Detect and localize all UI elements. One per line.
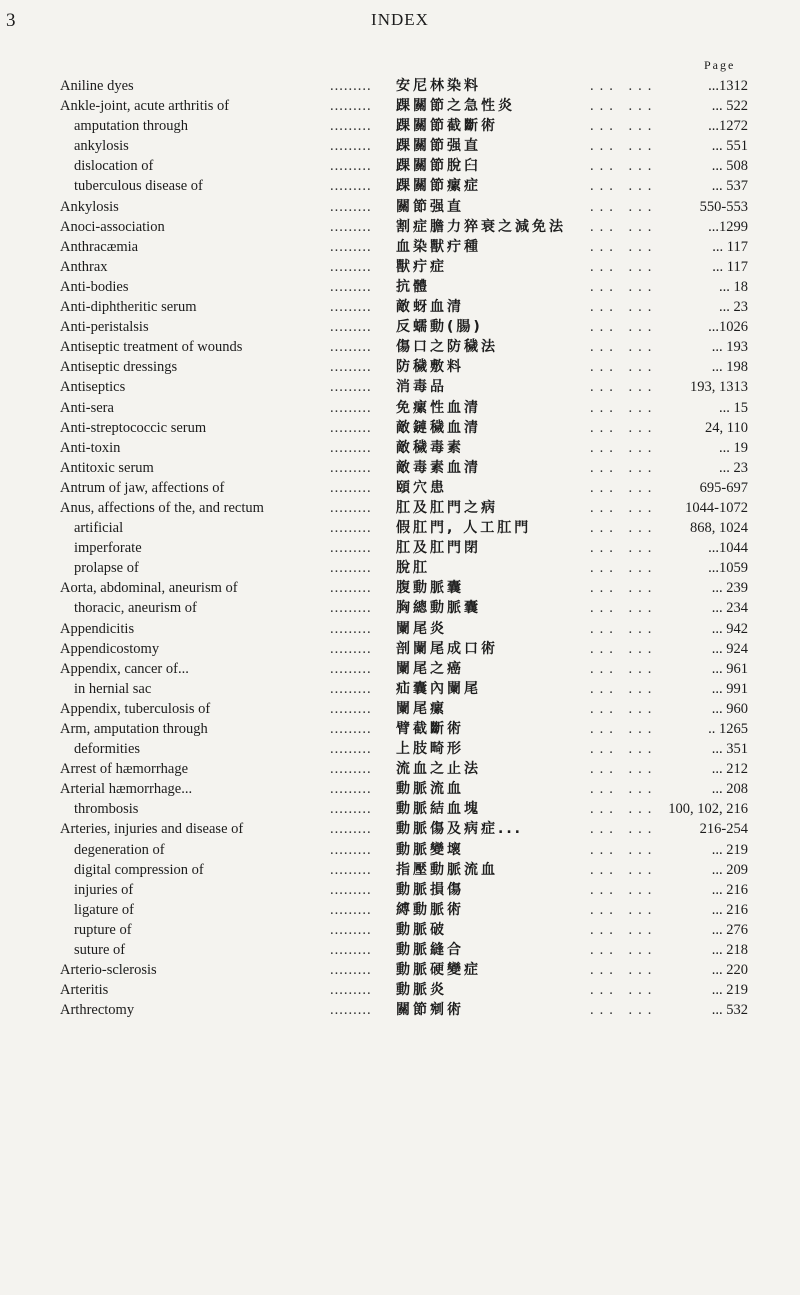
- leader-dots: .........: [330, 1002, 372, 1019]
- page-reference: ... 960: [711, 700, 748, 717]
- index-term-chinese: 反蠕動(腸): [396, 319, 483, 336]
- leader-dots: ... ...: [590, 138, 658, 155]
- leader-dots: ... ...: [590, 479, 658, 496]
- leader-dots: ... ...: [590, 258, 658, 275]
- page-reference: ... 219: [711, 982, 748, 999]
- page-reference: 695-697: [699, 479, 748, 496]
- index-term-english: Anti-peristalsis: [60, 319, 149, 336]
- leader-dots: .........: [330, 339, 372, 356]
- index-term-chinese: 動脈破: [396, 921, 447, 938]
- index-term-english: Ankylosis: [60, 198, 119, 215]
- index-row: [0, 418, 800, 438]
- leader-dots: ... ...: [590, 761, 658, 778]
- page-column-label: Page: [704, 58, 736, 72]
- index-term-chinese: 踝關節截斷術: [396, 118, 498, 135]
- page-reference: ... 537: [711, 178, 748, 195]
- page-reference: ... 239: [711, 580, 748, 597]
- index-row: [0, 176, 800, 196]
- leader-dots: .........: [330, 881, 372, 898]
- index-term-chinese: 血染獸疔種: [396, 238, 481, 255]
- index-term-english: Anti-streptococcic serum: [60, 419, 207, 436]
- index-term-chinese: 動脈損傷: [396, 881, 464, 898]
- index-row: [0, 538, 800, 558]
- index-term-chinese: 頤穴患: [396, 479, 447, 496]
- page-reference: ... 508: [711, 158, 748, 175]
- leader-dots: .........: [330, 98, 372, 115]
- index-row: [0, 578, 800, 598]
- running-head-title: INDEX: [371, 10, 429, 29]
- leader-dots: ... ...: [590, 540, 658, 557]
- index-term-english: dislocation of: [74, 158, 154, 175]
- leader-dots: .........: [330, 479, 372, 496]
- page-reference: ...1026: [708, 319, 748, 336]
- index-row: [0, 156, 800, 176]
- page-reference: ... 212: [711, 761, 748, 778]
- index-term-chinese: 踝關節之急性炎: [396, 98, 515, 115]
- page-reference: ... 198: [711, 359, 748, 376]
- index-row: [0, 960, 800, 980]
- index-term-english: suture of: [74, 942, 126, 959]
- index-row: [0, 759, 800, 779]
- index-term-chinese: 流血之止法: [396, 761, 481, 778]
- page-reference: ... 532: [711, 1002, 748, 1019]
- page-reference: 216-254: [699, 821, 748, 838]
- index-term-english: Arthrectomy: [60, 1002, 135, 1019]
- index-term-chinese: 踝關節脫臼: [396, 158, 481, 175]
- leader-dots: .........: [330, 901, 372, 918]
- index-term-chinese: 敵毒素血清: [396, 459, 481, 476]
- page-reference: ... 522: [711, 98, 748, 115]
- page-reference: ...1312: [708, 78, 748, 94]
- page-reference: ... 351: [711, 741, 748, 758]
- leader-dots: ... ...: [590, 319, 658, 336]
- index-term-english: ankylosis: [74, 138, 129, 155]
- leader-dots: .........: [330, 942, 372, 959]
- index-term-english: Arm, amputation through: [60, 721, 208, 737]
- page-reference: ... 18: [719, 278, 748, 295]
- page-reference: 1044-1072: [685, 499, 748, 516]
- leader-dots: .........: [330, 138, 372, 155]
- index-term-english: imperforate: [74, 540, 142, 557]
- leader-dots: ... ...: [590, 299, 658, 316]
- page-reference: ... 117: [712, 238, 748, 255]
- leader-dots: .........: [330, 721, 372, 737]
- index-term-english: artificial: [74, 520, 124, 537]
- leader-dots: ... ...: [590, 942, 658, 959]
- index-term-chinese: 敵蚜血清: [396, 299, 464, 316]
- leader-dots: ... ...: [590, 520, 658, 537]
- page-reference: ... 234: [711, 600, 748, 617]
- leader-dots: .........: [330, 921, 372, 938]
- page-reference: ... 15: [719, 399, 748, 416]
- leader-dots: .........: [330, 962, 372, 979]
- index-row: [0, 136, 800, 156]
- index-row: [0, 699, 800, 719]
- leader-dots: ... ...: [590, 399, 658, 416]
- index-row: [0, 1000, 800, 1020]
- leader-dots: .........: [330, 801, 372, 818]
- leader-dots: .........: [330, 158, 372, 175]
- leader-dots: ... ...: [590, 78, 658, 94]
- leader-dots: ... ...: [590, 339, 658, 356]
- leader-dots: ... ...: [590, 801, 658, 818]
- index-row: [0, 257, 800, 277]
- index-row: [0, 619, 800, 639]
- leader-dots: .........: [330, 118, 372, 135]
- leader-dots: ... ...: [590, 861, 658, 878]
- page-reference: ... 276: [711, 921, 748, 938]
- index-term-chinese: 獸疔症: [396, 258, 447, 275]
- index-term-chinese: 闌尾炎: [396, 620, 447, 637]
- index-term-chinese: 肛及肛門閉: [396, 540, 481, 557]
- leader-dots: .........: [330, 520, 372, 537]
- page-reference: ... 117: [712, 258, 748, 275]
- index-term-chinese: 敵鏈穢血清: [396, 419, 481, 436]
- leader-dots: .........: [330, 278, 372, 295]
- leader-dots: ... ...: [590, 741, 658, 758]
- leader-dots: ... ...: [590, 821, 658, 838]
- leader-dots: ... ...: [590, 600, 658, 617]
- leader-dots: .........: [330, 700, 372, 717]
- index-row: [0, 277, 800, 297]
- leader-dots: ... ...: [590, 419, 658, 436]
- index-row: [0, 478, 800, 498]
- index-term-chinese: 動脈變壞: [396, 841, 464, 858]
- leader-dots: .........: [330, 761, 372, 778]
- leader-dots: .........: [330, 640, 372, 657]
- leader-dots: ... ...: [590, 881, 658, 898]
- index-row: [0, 719, 800, 739]
- leader-dots: ... ...: [590, 680, 658, 697]
- index-term-english: deformities: [74, 741, 141, 758]
- leader-dots: .........: [330, 379, 372, 396]
- index-term-chinese: 縛動脈術: [396, 901, 464, 918]
- page-reference: ... 218: [711, 942, 748, 959]
- leader-dots: .........: [330, 178, 372, 195]
- leader-dots: .........: [330, 660, 372, 677]
- leader-dots: .........: [330, 600, 372, 617]
- index-term-chinese: 關節强直: [396, 198, 464, 215]
- index-row: [0, 96, 800, 116]
- leader-dots: ... ...: [590, 560, 658, 577]
- page-reference: ...1044: [708, 540, 748, 557]
- index-term-english: Anti-toxin: [60, 439, 121, 456]
- index-row: [0, 799, 800, 819]
- index-term-english: degeneration of: [74, 841, 165, 858]
- index-term-english: Anoci-association: [60, 218, 165, 235]
- index-row: [0, 598, 800, 618]
- index-term-english: Anthracæmia: [60, 238, 139, 255]
- leader-dots: ... ...: [590, 620, 658, 637]
- index-term-chinese: 動脈炎: [396, 982, 447, 999]
- leader-dots: .........: [330, 560, 372, 577]
- page-reference: ... 991: [711, 680, 748, 697]
- index-term-english: Antiseptic dressings: [60, 359, 178, 376]
- page-reference: ... 209: [711, 861, 748, 878]
- page-reference: ... 551: [711, 138, 748, 155]
- leader-dots: .........: [330, 781, 372, 798]
- page-reference: 868, 1024: [690, 520, 748, 537]
- leader-dots: ... ...: [590, 781, 658, 798]
- leader-dots: .........: [330, 258, 372, 275]
- index-term-chinese: 踝關節瘰症: [396, 178, 481, 195]
- leader-dots: ... ...: [590, 459, 658, 476]
- index-term-chinese: 動脈縫合: [396, 942, 464, 959]
- index-row: [0, 438, 800, 458]
- index-row: [0, 980, 800, 1000]
- page-reference: ... 924: [711, 640, 748, 657]
- index-term-english: prolapse of: [74, 560, 139, 577]
- page-reference: ... 961: [711, 660, 748, 677]
- index-term-chinese: 關節剜術: [396, 1002, 464, 1019]
- leader-dots: ... ...: [590, 982, 658, 999]
- leader-dots: .........: [330, 439, 372, 456]
- leader-dots: ... ...: [590, 1002, 658, 1019]
- leader-dots: ... ...: [590, 660, 658, 677]
- leader-dots: .........: [330, 198, 372, 215]
- index-term-chinese: 動脈傷及病症...: [396, 821, 523, 838]
- index-term-english: Anti-diphtheritic serum: [60, 299, 197, 316]
- index-term-english: amputation through: [74, 118, 188, 135]
- index-term-english: digital compression of: [74, 861, 204, 878]
- leader-dots: ... ...: [590, 580, 658, 597]
- index-term-chinese: 消毒品: [396, 379, 447, 396]
- leader-dots: ... ...: [590, 198, 658, 215]
- leader-dots: ... ...: [590, 962, 658, 979]
- index-term-english: Arrest of hæmorrhage: [60, 761, 189, 778]
- index-term-english: Aniline dyes: [60, 78, 134, 94]
- index-row: [0, 739, 800, 759]
- index-term-english: Arterial hæmorrhage...: [60, 781, 193, 798]
- index-term-chinese: 安尼林染料: [396, 78, 481, 94]
- leader-dots: ... ...: [590, 499, 658, 516]
- leader-dots: ... ...: [590, 721, 658, 737]
- index-term-english: Appendix, tuberculosis of: [60, 700, 211, 717]
- index-term-english: Anti-bodies: [60, 278, 129, 295]
- index-term-chinese: 傷口之防穢法: [396, 339, 498, 356]
- page-reference: ... 23: [719, 299, 748, 316]
- index-term-chinese: 敵穢毒素: [396, 439, 464, 456]
- index-term-english: ligature of: [74, 901, 134, 918]
- index-row: [0, 237, 800, 257]
- page-reference: ... 216: [711, 901, 748, 918]
- index-term-chinese: 動脈硬變症: [396, 962, 481, 979]
- page-reference: 24, 110: [705, 419, 748, 436]
- index-term-english: Arteries, injuries and disease of: [60, 821, 244, 838]
- index-term-english: Ankle-joint, acute arthritis of: [60, 98, 230, 115]
- page-reference: .. 1265: [708, 721, 748, 737]
- leader-dots: ... ...: [590, 218, 658, 235]
- page-reference: ...1059: [708, 560, 748, 577]
- index-term-english: injuries of: [74, 881, 134, 898]
- index-term-chinese: 闌尾瘰: [396, 700, 447, 717]
- index-term-chinese: 闌尾之癌: [396, 660, 464, 677]
- page-reference: 100, 102, 216: [668, 801, 748, 818]
- index-row: [0, 659, 800, 679]
- index-row: [0, 76, 800, 96]
- index-term-chinese: 踝關節强直: [396, 138, 481, 155]
- index-term-chinese: 動脈結血塊: [396, 801, 481, 818]
- leader-dots: .........: [330, 680, 372, 697]
- index-term-chinese: 割症膽力猝衰之減免法: [396, 218, 566, 235]
- leader-dots: .........: [330, 419, 372, 436]
- leader-dots: .........: [330, 238, 372, 255]
- page-reference: ... 219: [711, 841, 748, 858]
- index-term-english: Antrum of jaw, affections of: [60, 479, 225, 496]
- index-row: [0, 920, 800, 940]
- index-row: [0, 558, 800, 578]
- index-term-chinese: 剖闌尾成口術: [396, 640, 498, 657]
- page-reference: ...1299: [708, 218, 748, 235]
- page-reference: ... 23: [719, 459, 748, 476]
- index-row: [0, 639, 800, 659]
- leader-dots: ... ...: [590, 640, 658, 657]
- page-reference: ...1272: [708, 118, 748, 135]
- index-row: [0, 217, 800, 237]
- leader-dots: .........: [330, 319, 372, 336]
- index-term-english: Antiseptics: [60, 379, 126, 396]
- index-term-english: Aorta, abdominal, aneurism of: [60, 580, 238, 597]
- index-row: [0, 819, 800, 839]
- page-reference: ... 220: [711, 962, 748, 979]
- index-row: [0, 297, 800, 317]
- index-row: [0, 900, 800, 920]
- index-term-english: thrombosis: [74, 801, 139, 818]
- index-term-chinese: 肛及肛門之病: [396, 499, 498, 516]
- index-row: [0, 940, 800, 960]
- leader-dots: ... ...: [590, 379, 658, 396]
- leader-dots: .........: [330, 218, 372, 235]
- leader-dots: .........: [330, 499, 372, 516]
- leader-dots: ... ...: [590, 178, 658, 195]
- index-term-chinese: 防穢敷料: [396, 359, 464, 376]
- leader-dots: .........: [330, 821, 372, 838]
- index-term-chinese: 腹動脈囊: [396, 580, 464, 597]
- index-term-chinese: 免瘰性血清: [396, 399, 481, 416]
- index-row: [0, 317, 800, 337]
- index-term-chinese: 胸總動脈囊: [396, 600, 481, 617]
- index-term-english: Appendix, cancer of...: [60, 660, 189, 677]
- page-reference: 193, 1313: [690, 379, 748, 396]
- leader-dots: .........: [330, 741, 372, 758]
- index-row: [0, 779, 800, 799]
- index-entries: [0, 76, 800, 1020]
- leader-dots: ... ...: [590, 841, 658, 858]
- index-row: [0, 398, 800, 418]
- page-reference: ... 19: [719, 439, 748, 456]
- leader-dots: ... ...: [590, 359, 658, 376]
- index-term-english: Appendicitis: [60, 620, 135, 637]
- leader-dots: .........: [330, 861, 372, 878]
- page-number: 3: [6, 10, 16, 31]
- index-term-chinese: 假肛門, 人工肛門: [396, 520, 532, 537]
- index-term-english: thoracic, aneurism of: [74, 600, 197, 617]
- index-term-chinese: 動脈流血: [396, 781, 464, 798]
- leader-dots: ... ...: [590, 278, 658, 295]
- index-term-chinese: 上肢畸形: [396, 741, 464, 758]
- leader-dots: .........: [330, 841, 372, 858]
- leader-dots: ... ...: [590, 901, 658, 918]
- index-row: [0, 880, 800, 900]
- leader-dots: ... ...: [590, 158, 658, 175]
- leader-dots: ... ...: [590, 921, 658, 938]
- index-row: [0, 377, 800, 397]
- index-term-english: Arterio-sclerosis: [60, 962, 157, 979]
- leader-dots: .........: [330, 620, 372, 637]
- index-term-chinese: 臂截斷術: [396, 721, 464, 737]
- index-row: [0, 840, 800, 860]
- index-row: [0, 498, 800, 518]
- index-term-chinese: 脫肛: [396, 560, 430, 577]
- leader-dots: ... ...: [590, 118, 658, 135]
- page-reference: ... 942: [711, 620, 748, 637]
- index-term-chinese: 疝囊內闌尾: [396, 680, 481, 697]
- leader-dots: .........: [330, 580, 372, 597]
- leader-dots: .........: [330, 299, 372, 316]
- leader-dots: ... ...: [590, 439, 658, 456]
- index-term-english: Appendicostomy: [60, 640, 160, 657]
- index-term-english: in hernial sac: [74, 680, 152, 697]
- index-term-chinese: 抗體: [396, 278, 430, 295]
- index-row: [0, 860, 800, 880]
- index-term-chinese: 指壓動脈流血: [396, 861, 498, 878]
- index-row: [0, 337, 800, 357]
- index-row: [0, 518, 800, 538]
- leader-dots: ... ...: [590, 98, 658, 115]
- leader-dots: .........: [330, 78, 372, 94]
- leader-dots: .........: [330, 982, 372, 999]
- leader-dots: .........: [330, 540, 372, 557]
- index-row: [0, 357, 800, 377]
- index-row: [0, 116, 800, 136]
- leader-dots: .........: [330, 459, 372, 476]
- page-reference: ... 193: [711, 339, 748, 356]
- index-term-english: Arteritis: [60, 982, 109, 999]
- page-reference: 550-553: [699, 198, 748, 215]
- index-term-english: Antitoxic serum: [60, 459, 154, 476]
- leader-dots: .........: [330, 359, 372, 376]
- index-term-english: Antiseptic treatment of wounds: [60, 339, 243, 356]
- leader-dots: ... ...: [590, 700, 658, 717]
- index-row: [0, 458, 800, 478]
- index-row: [0, 197, 800, 217]
- index-term-english: Anti-sera: [60, 399, 114, 416]
- leader-dots: .........: [330, 399, 372, 416]
- index-row: [0, 679, 800, 699]
- leader-dots: ... ...: [590, 238, 658, 255]
- page-reference: ... 216: [711, 881, 748, 898]
- index-term-english: Anthrax: [60, 258, 108, 275]
- page-reference: ... 208: [711, 781, 748, 798]
- index-term-english: tuberculous disease of: [74, 178, 203, 195]
- index-term-english: rupture of: [74, 921, 132, 938]
- index-term-english: Anus, affections of the, and rectum: [60, 499, 264, 516]
